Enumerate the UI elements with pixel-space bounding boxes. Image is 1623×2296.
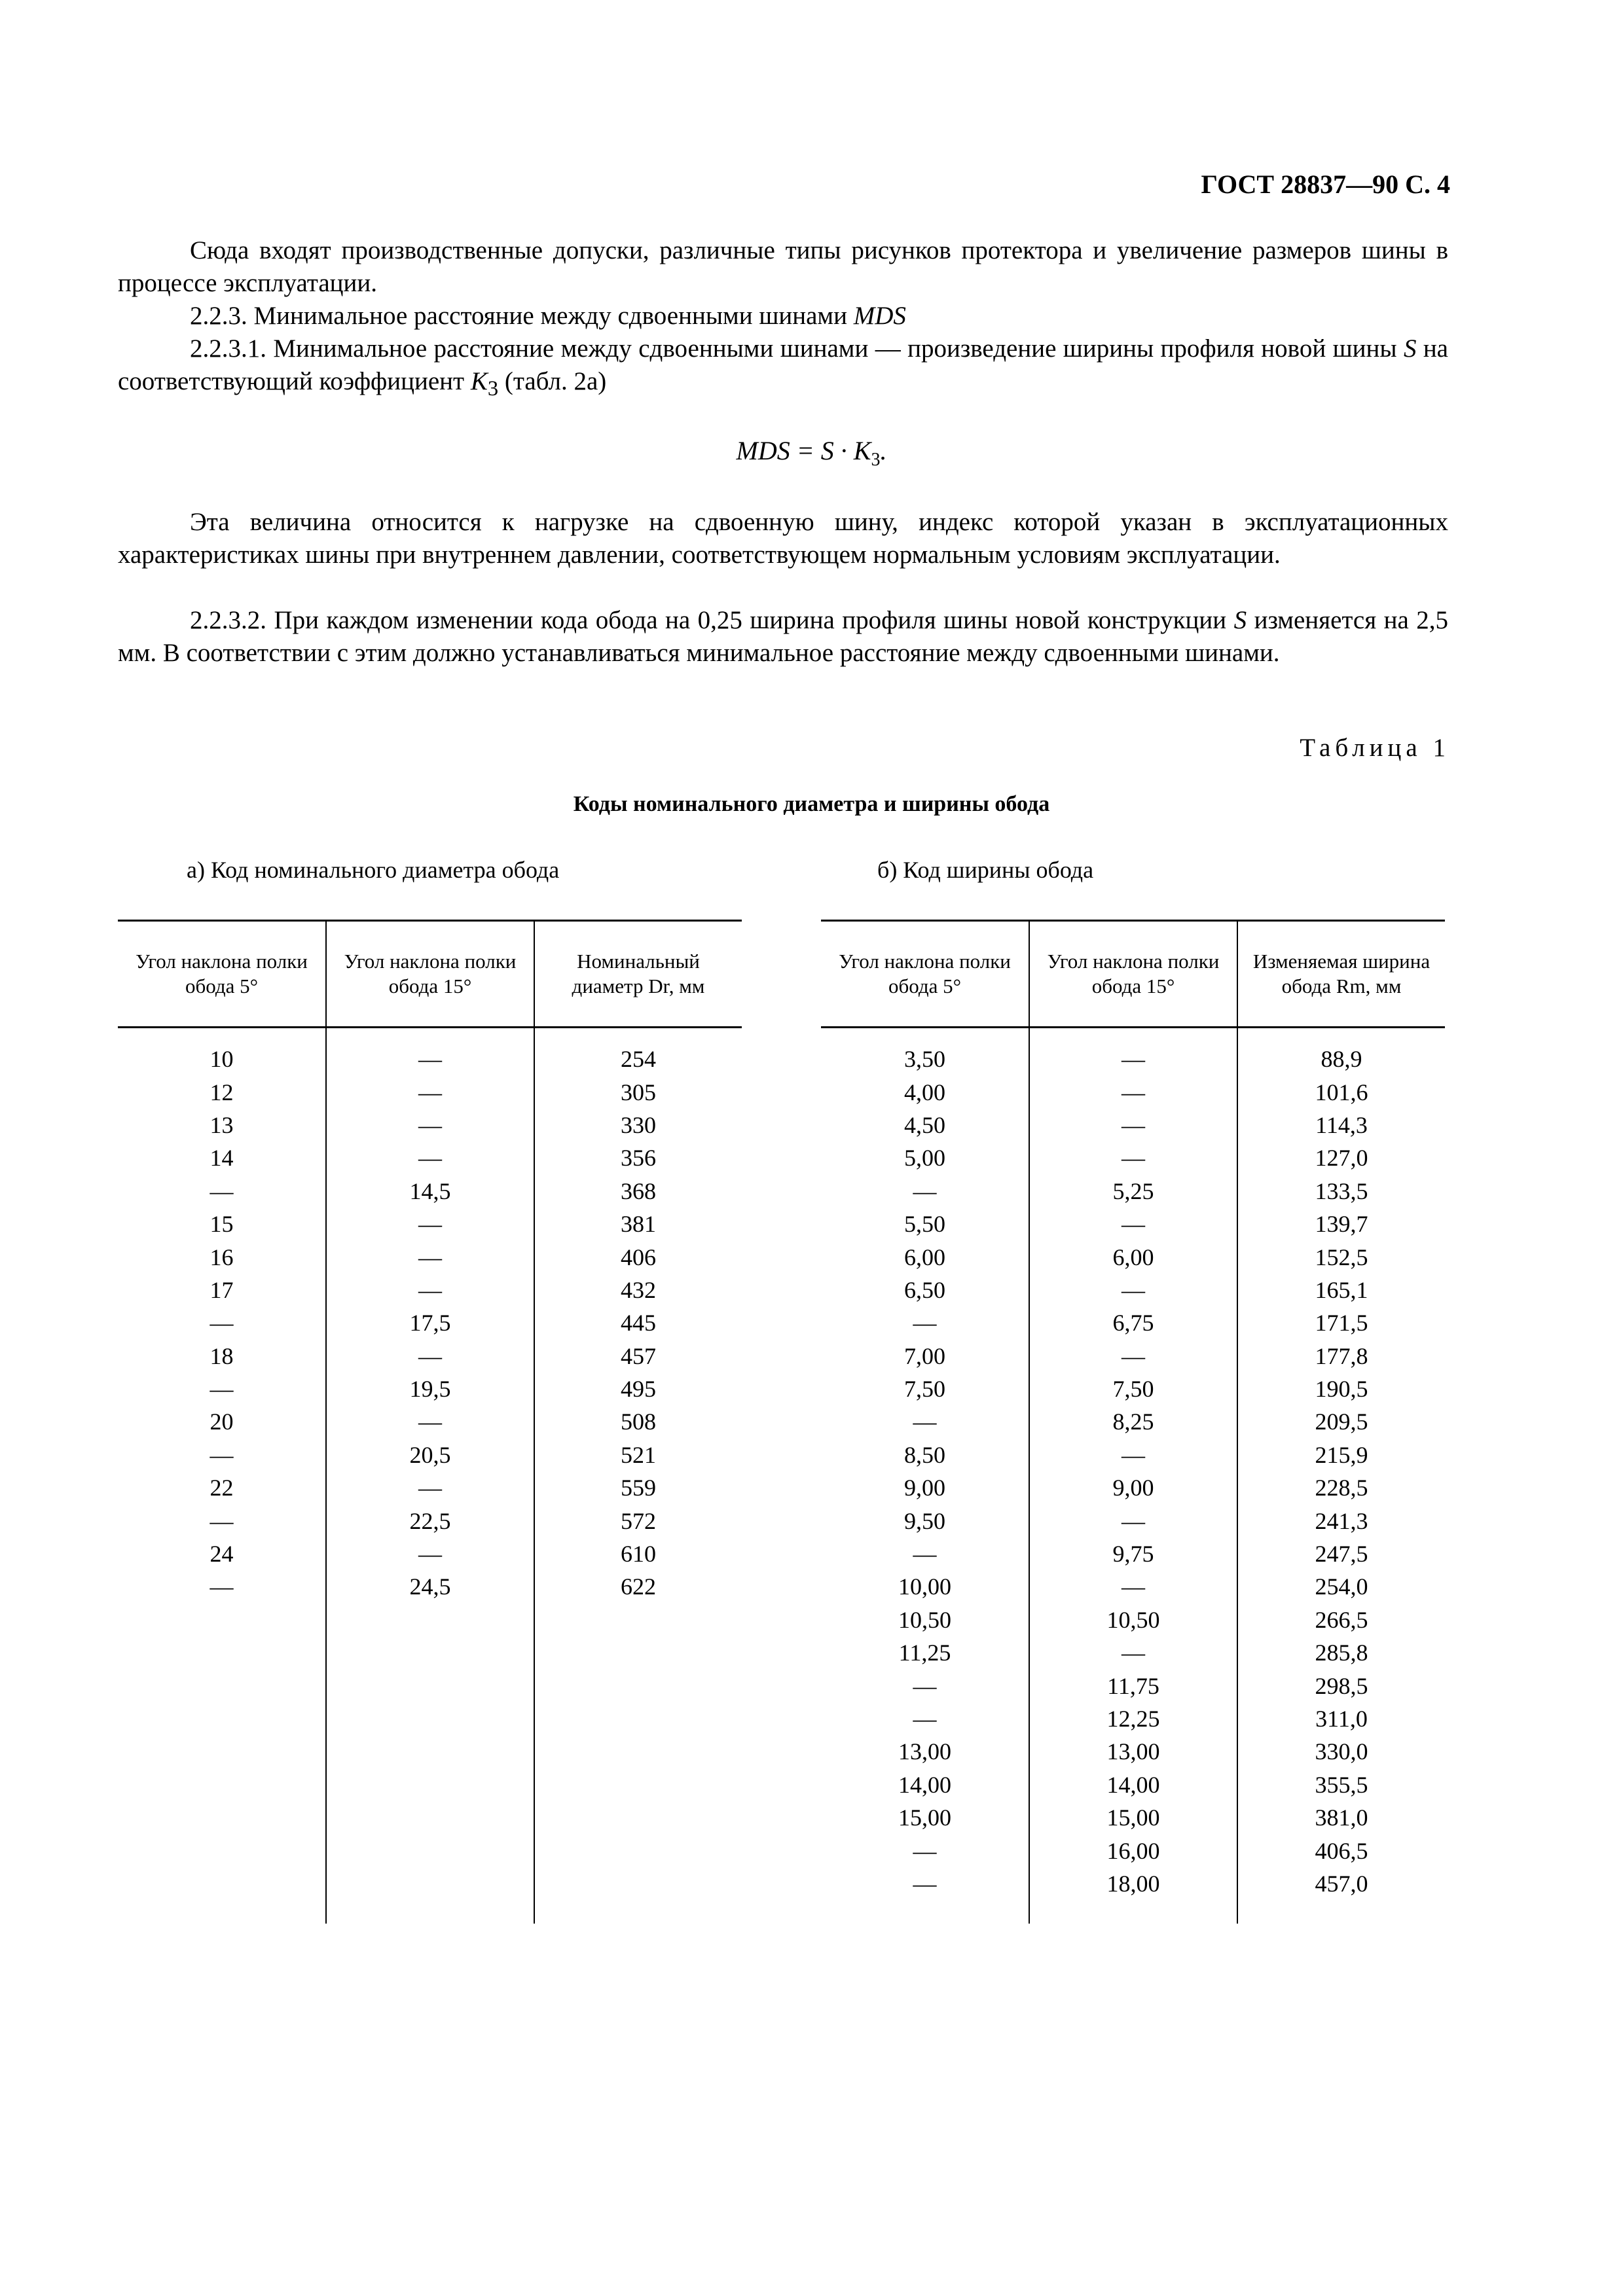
- table-cell: 9,75: [1029, 1537, 1237, 1570]
- table-cell: [118, 1768, 326, 1801]
- table-spacer-cell: [1029, 1900, 1237, 1924]
- table-cell: —: [1029, 1636, 1237, 1669]
- table-cell: —: [1029, 1340, 1237, 1372]
- table-spacer-cell: [1237, 1900, 1445, 1924]
- table-cell: 13,00: [1029, 1735, 1237, 1768]
- table-cell: 7,50: [1029, 1372, 1237, 1405]
- table-a-header-diameter: Номинальный диаметр Dr, мм: [534, 921, 742, 1028]
- table-cell: 381,0: [1237, 1801, 1445, 1834]
- table-row: [821, 1735, 1445, 1768]
- table-row: [821, 1240, 1445, 1273]
- table-cell: 9,00: [1029, 1471, 1237, 1504]
- table-row: [821, 1405, 1445, 1438]
- table-cell: [534, 1735, 742, 1768]
- p3-text-c: (табл. 2а): [504, 367, 607, 395]
- table-cell: [326, 1604, 534, 1636]
- table-cell: 17: [210, 1276, 234, 1303]
- table-cell: 298,5: [1237, 1669, 1445, 1702]
- table-cell: 127,0: [1237, 1141, 1445, 1174]
- table-row: [821, 1702, 1445, 1735]
- table-cell: [118, 1834, 326, 1867]
- table-cell: 305: [534, 1075, 742, 1108]
- table-cell: 9,00: [904, 1475, 945, 1501]
- table-cell: 6,75: [1029, 1306, 1237, 1339]
- table-cell: 12,25: [1029, 1702, 1237, 1735]
- p3-text-b: на соответствующий коэффициент: [118, 334, 1448, 395]
- table-cell: 24: [210, 1541, 234, 1568]
- table-spacer-cell: [118, 1900, 326, 1924]
- table-row: [118, 1306, 742, 1339]
- table-cell: 9,50: [904, 1507, 945, 1534]
- table-bottom-spacer: [821, 1900, 1445, 1924]
- table-cell: 5,00: [904, 1145, 945, 1172]
- table-cell: —: [913, 1706, 937, 1732]
- table-cell: 311,0: [1237, 1702, 1445, 1735]
- table-row: [118, 1504, 742, 1537]
- table-cell: —: [326, 1537, 534, 1570]
- table-row: [821, 1340, 1445, 1372]
- table-cell: [118, 1801, 326, 1834]
- table-cell: 254: [534, 1028, 742, 1076]
- table-cell: 6,00: [1029, 1240, 1237, 1273]
- table-cell: 215,9: [1237, 1439, 1445, 1471]
- table-b-header-5deg: Угол наклона полки обода 5°: [821, 921, 1029, 1028]
- table-cell: [326, 1636, 534, 1669]
- table-cell: 13: [210, 1111, 234, 1138]
- table-cell: —: [1029, 1109, 1237, 1141]
- table-cell: 19,5: [326, 1372, 534, 1405]
- table-cell: 24,5: [326, 1570, 534, 1603]
- table-row: [118, 1109, 742, 1141]
- table-cell: 10,00: [898, 1573, 951, 1600]
- table-cell: 165,1: [1237, 1274, 1445, 1306]
- mds-variable: MDS: [853, 302, 906, 330]
- table-cell: —: [326, 1274, 534, 1306]
- table-cell: 14,00: [1029, 1768, 1237, 1801]
- paragraph-2-2-3-2: [118, 604, 1448, 670]
- table-row: [118, 1075, 742, 1108]
- table-a-header-row: [118, 921, 742, 1028]
- table-cell: —: [326, 1109, 534, 1141]
- table-row: [821, 1439, 1445, 1471]
- paragraph-2-2-3-1: [118, 332, 1448, 405]
- table-row: [118, 1340, 742, 1372]
- table-b-header-15deg: Угол наклона полки обода 15°: [1029, 921, 1237, 1028]
- table-row: [118, 1702, 742, 1735]
- table-cell: [118, 1867, 326, 1900]
- table-cell: 171,5: [1237, 1306, 1445, 1339]
- table-cell: 16: [210, 1244, 234, 1270]
- table-cell: —: [1029, 1274, 1237, 1306]
- table-row: [821, 1109, 1445, 1141]
- table-cell: 11,75: [1029, 1669, 1237, 1702]
- table-cell: 14,00: [898, 1771, 951, 1798]
- table-rim-width: [821, 920, 1445, 1924]
- table-row: [821, 1636, 1445, 1669]
- table-a-header-5deg: Угол наклона полки обода 5°: [118, 921, 326, 1028]
- table-cell: 209,5: [1237, 1405, 1445, 1438]
- table-cell: 610: [534, 1537, 742, 1570]
- table-cell: 13,00: [898, 1738, 951, 1765]
- table-cell: 406,5: [1237, 1834, 1445, 1867]
- table-row: [821, 1175, 1445, 1208]
- table-cell: 15,00: [1029, 1801, 1237, 1834]
- table-cell: 521: [534, 1439, 742, 1471]
- table-row: [821, 1867, 1445, 1900]
- table-cell: [326, 1669, 534, 1702]
- s-variable: S: [1403, 334, 1417, 363]
- table-row: [118, 1240, 742, 1273]
- table-cell: —: [326, 1075, 534, 1108]
- table-cell: 18: [210, 1342, 234, 1369]
- table-cell: —: [326, 1208, 534, 1240]
- table-row: [821, 1504, 1445, 1537]
- table-spacer-cell: [821, 1900, 1029, 1924]
- table-title: Коды номинального диаметра и ширины обода: [573, 792, 1050, 816]
- table-cell: 572: [534, 1504, 742, 1537]
- table-cell: 5,25: [1029, 1175, 1237, 1208]
- k-subscript: 3: [487, 376, 499, 401]
- table-cell: —: [210, 1573, 234, 1600]
- table-cell: 432: [534, 1274, 742, 1306]
- table-cell: 247,5: [1237, 1537, 1445, 1570]
- table-a-subtitle: а) Код номинального диаметра обода: [187, 857, 560, 883]
- page-header: ГОСТ 28837—90 С. 4: [1201, 170, 1450, 199]
- table-cell: —: [326, 1141, 534, 1174]
- table-cell: 330: [534, 1109, 742, 1141]
- table-row: [821, 1537, 1445, 1570]
- table-cell: 356: [534, 1141, 742, 1174]
- table-cell: —: [210, 1310, 234, 1336]
- p5-text-b: изменяется на 2,5 мм. В соответствии с этим должно устанавливаться минимальное расстояние между сдвоенными шинами.: [118, 606, 1449, 667]
- table-row: [118, 1636, 742, 1669]
- table-cell: 22,5: [326, 1504, 534, 1537]
- paragraph-load: Эта величина относится к нагрузке на сдвоенную шину, индекс которой указан в эксплуатационных характеристиках шины при внутреннем давлении, соответствующем нормальным условиям эксплуатации.: [118, 508, 1448, 569]
- table-row: [821, 1570, 1445, 1603]
- table-cell: 368: [534, 1175, 742, 1208]
- table-cell: 457: [534, 1340, 742, 1372]
- table-cell: —: [913, 1310, 937, 1336]
- table-row: [118, 1604, 742, 1636]
- table-cell: 20: [210, 1408, 234, 1435]
- paragraph-2-2-3-text: 2.2.3. Минимальное расстояние между сдвоенными шинами: [190, 302, 847, 330]
- table-cell: [534, 1636, 742, 1669]
- table-row: [821, 1075, 1445, 1108]
- table-cell: [118, 1702, 326, 1735]
- table-cell: 190,5: [1237, 1372, 1445, 1405]
- table-cell: 10,50: [1029, 1604, 1237, 1636]
- table-b-subtitle: б) Код ширины обода: [877, 857, 1094, 883]
- table-cell: 152,5: [1237, 1240, 1445, 1273]
- table-cell: —: [913, 1177, 937, 1204]
- table-cell: [118, 1669, 326, 1702]
- table-cell: [326, 1801, 534, 1834]
- formula-mds: MDS = $S \cdot K_3$.: [736, 436, 887, 470]
- table-cell: 10,50: [898, 1606, 951, 1633]
- table-cell: 18,00: [1029, 1867, 1237, 1900]
- table-cell: [534, 1834, 742, 1867]
- table-row: [118, 1208, 742, 1240]
- table-cell: [118, 1735, 326, 1768]
- table-cell: —: [1029, 1075, 1237, 1108]
- table-cell: 495: [534, 1372, 742, 1405]
- table-cell: [534, 1702, 742, 1735]
- table-cell: 177,8: [1237, 1340, 1445, 1372]
- s-variable-2: S: [1233, 606, 1247, 634]
- table-row: [118, 1537, 742, 1570]
- paragraph-2-2-3: [118, 300, 1448, 332]
- table-cell: [534, 1669, 742, 1702]
- table-b-header-width: Изменяемая ширина обода Rm, мм: [1237, 921, 1445, 1028]
- table-cell: —: [1029, 1141, 1237, 1174]
- table-cell: 8,25: [1029, 1405, 1237, 1438]
- paragraph-tolerances: Сюда входят производственные допуски, различные типы рисунков протектора и увеличение размеров шины в процессе эксплуатации.: [118, 236, 1448, 297]
- table-cell: 17,5: [326, 1306, 534, 1339]
- table-cell: 20,5: [326, 1439, 534, 1471]
- table-cell: 5,50: [904, 1211, 945, 1238]
- table-row: [821, 1801, 1445, 1834]
- table-cell: 228,5: [1237, 1471, 1445, 1504]
- table-cell: —: [1029, 1504, 1237, 1537]
- table-row: [118, 1834, 742, 1867]
- table-cell: —: [326, 1471, 534, 1504]
- table-row: [821, 1669, 1445, 1702]
- table-cell: 15: [210, 1211, 234, 1238]
- table-row: [118, 1669, 742, 1702]
- table-cell: 254,0: [1237, 1570, 1445, 1603]
- table-row: [118, 1028, 742, 1076]
- table-cell: 139,7: [1237, 1208, 1445, 1240]
- table-cell: 101,6: [1237, 1075, 1445, 1108]
- table-spacer-cell: [326, 1900, 534, 1924]
- table-cell: 406: [534, 1240, 742, 1273]
- table-b-header-row: [821, 921, 1445, 1028]
- table-cell: 622: [534, 1570, 742, 1603]
- table-cell: 4,50: [904, 1111, 945, 1138]
- table-cell: [326, 1702, 534, 1735]
- table-cell: 14: [210, 1145, 234, 1172]
- table-cell: —: [210, 1376, 234, 1403]
- table-row: [118, 1570, 742, 1603]
- table-cell: 7,50: [904, 1376, 945, 1403]
- table-cell: 285,8: [1237, 1636, 1445, 1669]
- table-row: [821, 1274, 1445, 1306]
- table-cell: —: [913, 1837, 937, 1864]
- table-cell: [326, 1867, 534, 1900]
- table-cell: 508: [534, 1405, 742, 1438]
- table-cell: [534, 1867, 742, 1900]
- table-cell: [326, 1735, 534, 1768]
- table-row: [118, 1175, 742, 1208]
- table-cell: 6,50: [904, 1276, 945, 1303]
- table-cell: 88,9: [1237, 1028, 1445, 1076]
- table-bottom-spacer: [118, 1900, 742, 1924]
- table-row: [118, 1867, 742, 1900]
- table-cell: —: [326, 1340, 534, 1372]
- table-row: [118, 1405, 742, 1438]
- table-cell: 22: [210, 1475, 234, 1501]
- table-cell: 266,5: [1237, 1604, 1445, 1636]
- table-cell: 133,5: [1237, 1175, 1445, 1208]
- table-row: [821, 1604, 1445, 1636]
- table-row: [118, 1274, 742, 1306]
- table-cell: 8,50: [904, 1441, 945, 1468]
- table-row: [821, 1141, 1445, 1174]
- table-row: [118, 1439, 742, 1471]
- table-row: [118, 1801, 742, 1834]
- table-cell: —: [1029, 1028, 1237, 1076]
- table-cell: —: [210, 1441, 234, 1468]
- table-cell: —: [1029, 1570, 1237, 1603]
- table-cell: 114,3: [1237, 1109, 1445, 1141]
- table-cell: [326, 1834, 534, 1867]
- table-cell: 457,0: [1237, 1867, 1445, 1900]
- table-cell: —: [326, 1405, 534, 1438]
- table-row: [821, 1768, 1445, 1801]
- table-cell: 16,00: [1029, 1834, 1237, 1867]
- table-cell: —: [913, 1408, 937, 1435]
- table-cell: 14,5: [326, 1175, 534, 1208]
- table-cell: 445: [534, 1306, 742, 1339]
- table-row: [118, 1735, 742, 1768]
- table-cell: [534, 1801, 742, 1834]
- table-row: [118, 1471, 742, 1504]
- table-cell: [326, 1768, 534, 1801]
- table-cell: —: [913, 1672, 937, 1699]
- table-row: [118, 1372, 742, 1405]
- p5-text-a: 2.2.3.2. При каждом изменении кода обода на 0,25 ширина профиля шины новой конструкции: [190, 606, 1227, 634]
- table-cell: 10: [210, 1046, 234, 1073]
- table-cell: —: [326, 1028, 534, 1076]
- table-cell: 355,5: [1237, 1768, 1445, 1801]
- table-row: [821, 1372, 1445, 1405]
- table-row: [118, 1141, 742, 1174]
- table-row: [821, 1208, 1445, 1240]
- table-cell: 12: [210, 1079, 234, 1105]
- table-spacer-cell: [534, 1900, 742, 1924]
- table-cell: —: [326, 1240, 534, 1273]
- table-row: [821, 1834, 1445, 1867]
- table-cell: —: [913, 1870, 937, 1897]
- k-variable: K: [470, 367, 488, 395]
- table-cell: —: [210, 1507, 234, 1534]
- table-cell: 4,00: [904, 1079, 945, 1105]
- table-cell: —: [1029, 1208, 1237, 1240]
- table-cell: 7,00: [904, 1342, 945, 1369]
- table-cell: 241,3: [1237, 1504, 1445, 1537]
- table-row: [118, 1768, 742, 1801]
- table-cell: 330,0: [1237, 1735, 1445, 1768]
- table-cell: [118, 1636, 326, 1669]
- table-cell: [534, 1604, 742, 1636]
- table-cell: 15,00: [898, 1804, 951, 1831]
- table-cell: —: [913, 1541, 937, 1568]
- table-cell: [534, 1768, 742, 1801]
- table-row: [821, 1028, 1445, 1076]
- p3-text-a: 2.2.3.1. Минимальное расстояние между сдвоенными шинами — произведение ширины профиля новой шины: [190, 334, 1397, 363]
- table-cell: —: [210, 1177, 234, 1204]
- table-cell: 559: [534, 1471, 742, 1504]
- table-cell: —: [1029, 1439, 1237, 1471]
- table-cell: [118, 1604, 326, 1636]
- table-rim-diameter: [118, 920, 742, 1924]
- table-a-header-15deg: Угол наклона полки обода 15°: [326, 921, 534, 1028]
- table-cell: 11,25: [898, 1640, 951, 1666]
- table-row: [821, 1306, 1445, 1339]
- table-cell: 6,00: [904, 1244, 945, 1270]
- table-cell: 381: [534, 1208, 742, 1240]
- table-cell: 3,50: [904, 1046, 945, 1073]
- table-row: [821, 1471, 1445, 1504]
- table-label: Таблица 1: [1300, 734, 1450, 762]
